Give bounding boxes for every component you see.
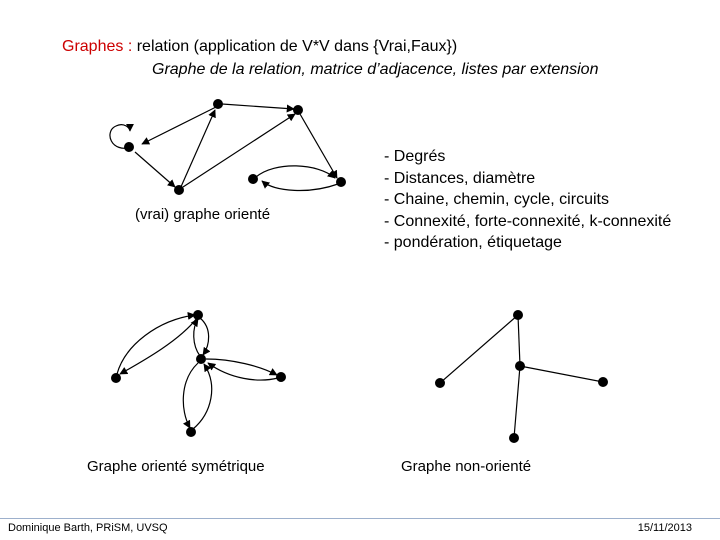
edge-arrow [183,363,198,428]
oriented-graph [110,99,346,195]
edge-arrow [142,106,218,144]
graph-node [515,361,525,371]
graph-node [435,378,445,388]
graph-node [124,142,134,152]
edge-arrow [206,359,277,375]
caption-symmetric-graph: Graphe orienté symétrique [87,458,265,475]
property-item: - Chaine, chemin, cycle, circuits [384,191,609,209]
graph-node [174,185,184,195]
graph-node [598,377,608,387]
graph-node [186,427,196,437]
graph-node [513,310,523,320]
edge-arrow [200,318,209,355]
edge-arrow [256,166,335,178]
graph-node [509,433,519,443]
properties-list [384,146,671,254]
edge-arrow [208,363,278,380]
graph-node [196,354,206,364]
property-item: - pondération, étiquetage [384,234,562,252]
symmetric-graph [111,310,286,437]
caption-oriented-graph: (vrai) graphe orienté [135,206,271,223]
graph-edge [514,366,520,438]
undirected-graph [435,310,608,443]
footer-date: 15/11/2013 [637,522,692,534]
property-item: - Degrés [384,148,446,165]
edge-arrow [300,114,337,178]
graph-node [213,99,223,109]
graph-edge [518,315,520,366]
graph-node [336,177,346,187]
slide-subtitle: Graphe de la relation, matrice d’adjacence, listes par extension [152,61,599,78]
edge-arrow [262,181,338,190]
caption-undirected-graph: Graphe non-orienté [401,458,532,475]
edge-arrow [117,315,195,374]
graph-edge [440,315,518,383]
edge-arrow [222,104,294,109]
graph-node [248,174,258,184]
edge-arrow [183,114,295,187]
title-definition: relation (application de V*V dans {Vrai,Faux}) [132,38,458,55]
graph-node [276,372,286,382]
edge-arrow [194,319,200,356]
property-item: - Distances, diamètre [384,169,536,187]
graph-node [193,310,203,320]
footer-rule [0,518,720,519]
edge-arrow [135,152,175,187]
graph-edge [520,366,603,382]
graph-node [111,373,121,383]
title-keyword: Graphes : [62,38,133,55]
graph-node [293,105,303,115]
property-item: - Connexité, forte-connexité, k-connexité [384,212,672,230]
footer-author: Dominique Barth, PRiSM, UVSQ [8,522,168,534]
edge-arrow [193,364,212,429]
